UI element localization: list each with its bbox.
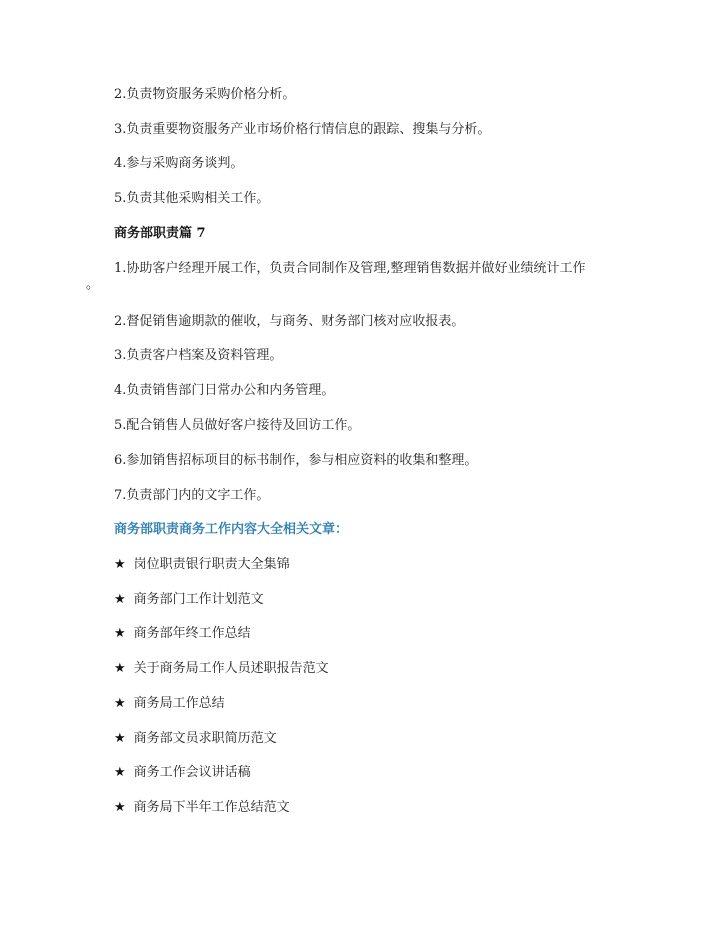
- list-item-continuation: 。: [86, 277, 100, 292]
- related-link[interactable]: [114, 695, 225, 713]
- list-item: 5.配合销售人员做好客户接待及回访工作。: [114, 418, 361, 433]
- related-link-label[interactable]: 商务部门工作计划范文: [133, 592, 264, 607]
- star-icon: ★: [114, 661, 126, 676]
- star-icon: ★: [114, 731, 126, 746]
- list-item: 5.负责其他采购相关工作。: [114, 191, 270, 206]
- related-link[interactable]: [114, 625, 251, 643]
- related-link-label[interactable]: 商务部文员求职简历范文: [133, 731, 277, 746]
- list-item: 7.负责部门内的文字工作。: [114, 488, 270, 503]
- related-articles-title: 商务部职责商务工作内容大全相关文章：: [114, 522, 349, 537]
- related-link-label[interactable]: 商务局工作总结: [133, 696, 225, 711]
- related-link[interactable]: [114, 556, 290, 574]
- star-icon: ★: [114, 800, 126, 815]
- related-link-label[interactable]: 关于商务局工作人员述职报告范文: [133, 661, 329, 676]
- star-icon: ★: [114, 765, 126, 780]
- star-icon: ★: [114, 557, 126, 572]
- star-icon: ★: [114, 592, 126, 607]
- section-heading: 商务部职责篇 7: [114, 226, 206, 241]
- list-item: 1.协助客户经理开展工作，负责合同制作及管理,整理销售数据并做好业绩统计工作: [114, 261, 586, 276]
- related-link[interactable]: [114, 730, 277, 748]
- related-link[interactable]: [114, 799, 290, 817]
- related-link-label[interactable]: 商务工作会议讲话稿: [133, 765, 251, 780]
- list-item: 6.参加销售招标项目的标书制作，参与相应资料的收集和整理。: [114, 453, 478, 468]
- related-link-label[interactable]: 商务局下半年工作总结范文: [133, 800, 290, 815]
- list-item: 3.负责客户档案及资料管理。: [114, 348, 283, 363]
- list-item: 2.负责物资服务采购价格分析。: [114, 87, 296, 102]
- star-icon: ★: [114, 696, 126, 711]
- related-link[interactable]: [114, 764, 251, 782]
- related-link[interactable]: [114, 660, 329, 678]
- related-link-label[interactable]: 岗位职责银行职责大全集锦: [133, 557, 290, 572]
- related-link-label[interactable]: 商务部年终工作总结: [133, 626, 251, 641]
- list-item: 4.负责销售部门日常办公和内务管理。: [114, 383, 335, 398]
- related-link[interactable]: [114, 591, 264, 609]
- star-icon: ★: [114, 626, 126, 641]
- list-item: 3.负责重要物资服务产业市场价格行情信息的跟踪、搜集与分析。: [114, 122, 491, 137]
- list-item: 2.督促销售逾期款的催收，与商务、财务部门核对应收报表。: [114, 314, 465, 329]
- list-item: 4.参与采购商务谈判。: [114, 156, 244, 171]
